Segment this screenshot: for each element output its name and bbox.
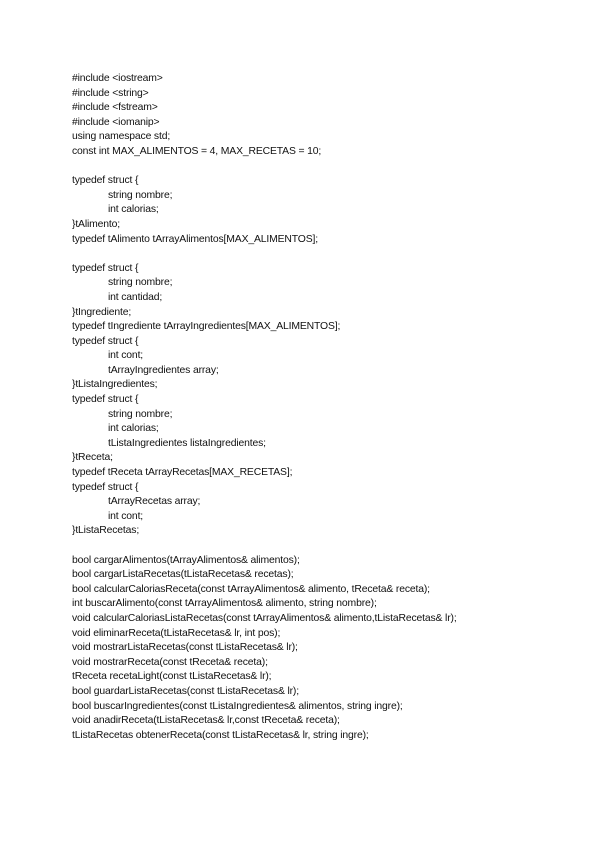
code-line: tReceta recetaLight(const tListaRecetas& lr); bbox=[72, 671, 272, 683]
code-listing bbox=[72, 72, 572, 743]
code-line: bool cargarListaRecetas(tListaRecetas& recetas); bbox=[72, 569, 294, 581]
code-line: typedef struct { bbox=[72, 335, 139, 347]
code-line: }tIngrediente; bbox=[72, 306, 132, 318]
code-line: string nombre; bbox=[108, 408, 173, 420]
code-line: void mostrarListaRecetas(const tListaRecetas& lr); bbox=[72, 642, 298, 654]
blank-line bbox=[72, 160, 572, 175]
code-line: tArrayIngredientes array; bbox=[108, 364, 219, 376]
code-line: int calorias; bbox=[108, 204, 159, 216]
code-line: bool calcularCaloriasReceta(const tArrayAlimentos& alimento, tReceta& receta); bbox=[72, 583, 430, 595]
code-line: }tListaIngredientes; bbox=[72, 379, 158, 391]
code-line: typedef tAlimento tArrayAlimentos[MAX_ALIMENTOS]; bbox=[72, 233, 318, 245]
code-line: tListaRecetas obtenerReceta(const tListaRecetas& lr, string ingre); bbox=[72, 729, 369, 741]
code-line: }tReceta; bbox=[72, 452, 113, 464]
code-line: #include <iostream> bbox=[72, 73, 163, 84]
code-line: #include <string> bbox=[72, 87, 149, 99]
code-line: tArrayRecetas array; bbox=[108, 496, 201, 508]
code-line: int cont; bbox=[108, 510, 144, 522]
code-line: void mostrarReceta(const tReceta& receta); bbox=[72, 656, 268, 668]
blank-line bbox=[72, 247, 572, 262]
code-line: void eliminarReceta(tListaRecetas& lr, int pos); bbox=[72, 627, 281, 639]
code-line: int cont; bbox=[108, 350, 144, 362]
code-line: bool guardarListaRecetas(const tListaRecetas& lr); bbox=[72, 685, 299, 697]
code-line: typedef tIngrediente tArrayIngredientes[MAX_ALIMENTOS]; bbox=[72, 321, 341, 333]
code-line: typedef struct { bbox=[72, 262, 139, 274]
code-line: int cantidad; bbox=[108, 291, 163, 303]
code-line: string nombre; bbox=[108, 189, 173, 201]
code-line: using namespace std; bbox=[72, 131, 171, 143]
code-line: string nombre; bbox=[108, 277, 173, 289]
code-line: void anadirReceta(tListaRecetas& lr,const tReceta& receta); bbox=[72, 715, 340, 727]
code-line: }tAlimento; bbox=[72, 218, 121, 230]
code-line: bool cargarAlimentos(tArrayAlimentos& alimentos); bbox=[72, 554, 300, 566]
code-line: }tListaRecetas; bbox=[72, 525, 140, 537]
code-line: #include <fstream> bbox=[72, 102, 158, 114]
code-line: tListaIngredientes listaIngredientes; bbox=[108, 437, 266, 449]
code-line: const int MAX_ALIMENTOS = 4, MAX_RECETAS = 10; bbox=[72, 145, 322, 157]
code-line: int calorias; bbox=[108, 423, 159, 435]
code-line: typedef struct { bbox=[72, 175, 139, 187]
code-line: typedef struct { bbox=[72, 481, 139, 493]
code-line: bool buscarIngredientes(const tListaIngredientes& alimentos, string ingre); bbox=[72, 700, 403, 712]
code-line: int buscarAlimento(const tArrayAlimentos& alimento, string nombre); bbox=[72, 598, 377, 610]
code-line: typedef tReceta tArrayRecetas[MAX_RECETAS]; bbox=[72, 467, 293, 479]
code-line: typedef struct { bbox=[72, 394, 139, 406]
blank-line bbox=[72, 539, 572, 554]
code-line: void calcularCaloriasListaRecetas(const tArrayAlimentos& alimento,tListaRecetas& lr); bbox=[72, 612, 457, 624]
code-line: #include <iomanip> bbox=[72, 116, 160, 128]
